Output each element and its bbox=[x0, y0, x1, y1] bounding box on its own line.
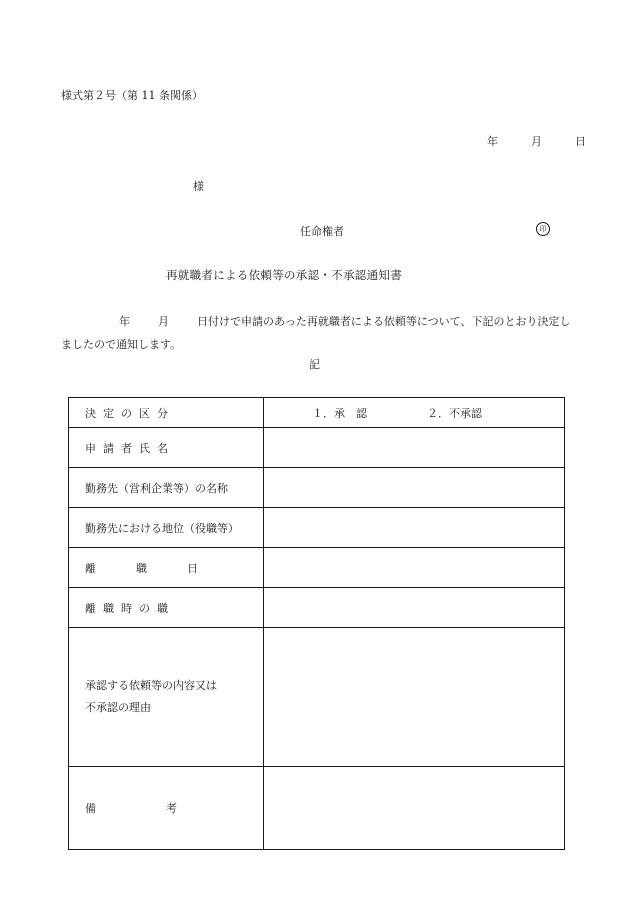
option-disapprove: ２．不承認 bbox=[427, 406, 482, 420]
appointer-label: 任命権者 bbox=[300, 225, 344, 238]
remarks-value bbox=[264, 767, 565, 850]
seal-mark: 印 bbox=[536, 222, 550, 236]
table-row bbox=[69, 767, 565, 850]
request-content-label bbox=[69, 628, 264, 767]
decision-table bbox=[68, 397, 565, 850]
form-number: 様式第２号（第 11 条関係） bbox=[61, 89, 203, 102]
table-row bbox=[69, 588, 565, 628]
employer-position-value bbox=[264, 508, 565, 548]
document-title: 再就職者による依頼等の承認・不承認通知書 bbox=[166, 268, 402, 282]
notice-body bbox=[61, 310, 576, 356]
separation-date-char-2: 職 bbox=[136, 561, 147, 575]
decision-category-label: 決定の区分 bbox=[69, 398, 264, 428]
option-approve: １．承 認 bbox=[312, 406, 367, 420]
date-day-unit: 日 bbox=[575, 135, 586, 148]
date-year-unit: 年 bbox=[487, 135, 498, 148]
request-content-value bbox=[264, 628, 565, 767]
employer-position-label: 勤務先における地位（役職等） bbox=[69, 508, 264, 548]
table-row bbox=[69, 468, 565, 508]
table-row bbox=[69, 428, 565, 468]
body-rest: 日付けで申請のあった再就職者による依頼等について、下記のとおり決定しましたので通知します。 bbox=[61, 315, 571, 351]
separation-date-value bbox=[264, 548, 565, 588]
request-content-label-line2: 不承認の理由 bbox=[85, 701, 151, 714]
decision-options bbox=[264, 398, 565, 428]
addressee-honorific: 様 bbox=[193, 180, 204, 193]
request-content-label-line1: 承認する依頼等の内容又は bbox=[85, 679, 217, 692]
remarks-char-1: 備 bbox=[85, 802, 96, 815]
date-line bbox=[487, 133, 586, 149]
remarks-label bbox=[69, 767, 264, 850]
applicant-name-value bbox=[264, 428, 565, 468]
separation-date-char-1: 離 bbox=[85, 561, 96, 575]
separation-date-label bbox=[69, 548, 264, 588]
position-at-separation-value bbox=[264, 588, 565, 628]
table-row bbox=[69, 628, 565, 767]
body-month: 月 bbox=[158, 315, 169, 328]
table-row bbox=[69, 508, 565, 548]
position-at-separation-label: 離職時の職 bbox=[69, 588, 264, 628]
body-year: 年 bbox=[119, 315, 130, 328]
applicant-name-label: 申請者氏名 bbox=[69, 428, 264, 468]
employer-name-label: 勤務先（営利企業等）の名称 bbox=[69, 468, 264, 508]
date-month-unit: 月 bbox=[531, 135, 542, 148]
remarks-char-2: 考 bbox=[166, 802, 177, 815]
table-row bbox=[69, 398, 565, 428]
employer-name-value bbox=[264, 468, 565, 508]
separation-date-char-3: 日 bbox=[187, 561, 198, 575]
table-row bbox=[69, 548, 565, 588]
ki-heading: 記 bbox=[309, 358, 320, 371]
